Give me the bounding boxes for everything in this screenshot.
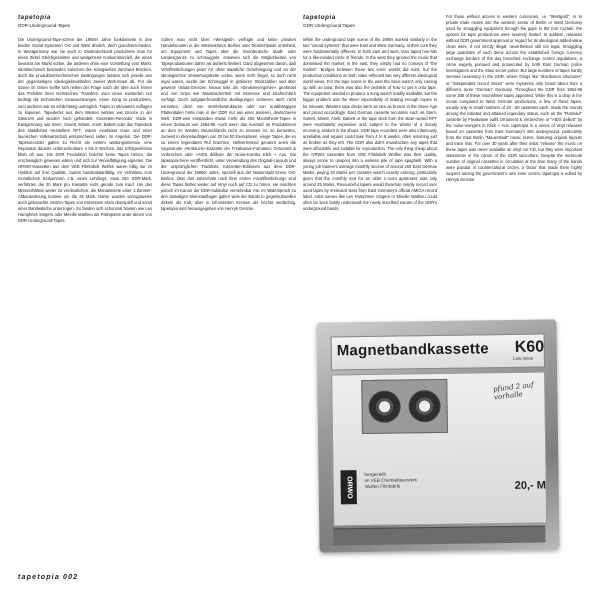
body-text-german-2: Sofern man nicht über »Westgeld« verfügte und keine privaten Handelsrouten in die Westsektoren Berlins oder Deutschlands unterhielt, um Equipment und Tapes über die innerdeutsche Stadt- oder Landesgrenze zu schmuggeln, erwiesen sich die Möglichkeiten von Tapeproduktionen daher als äußerst limitiert. Ganz abgesehen davon, daß Veröffentlichungen jeder Art ohne staatliche Genehmigung und an der ideologischen Verwertungskette vorbei, wenn nicht illegal, so doch nicht legal waren, wurde der Schmuggel in größeren Stückzahlen und über gewisse Valuta-Grenzen hinaus teils als »Devisenvergehen« geahndet und von Kripo wie Staatssicherheit mit Interesse und strafrechtlich verfolgt. Doch aufgaperfreundliche Bedingungen schienen auch nicht vonnöten, denn von Vertriebsstrukturen oder von unabhängigen Plattenläden hörte man in der DDR nur aus einer anderen, deutscheren Welt. DDR-weit entstanden etwas mehr als 200 Moorstheim-Tapes in einem Zeitraum von 1984-89. Auch wenn das Ausmaß an Produktionen an dem im Westen Deutschlands nicht zu messen ist, so kursierten, zumeist in Kleinstauflagen von 20 bis 50 Exemplaren, einige Tapes, die es zu einem legendären Ruf brachten, stellvertretend genannt seien die sogenannte »Rotrauch«-Kassette der Freakwave-Formation Ornament & Verbrechen oder »AIDS delikat« der Noise-Kombo Klick + Aus. Die tapetopia-Serie veröffentlicht, unter Verwendung des Original-Layouts und der ursprünglichen Tracklists, Kassetten-Editionen aus dem DDR-Underground der 1980er Jahre, speziell aus der Mauerstadt-Szene Ost-Berlins. Über drei Jahrzehnte nach ihrer ersten »Veröffentlichung« sind diese Tapes bisher weder auf Vinyl noch auf CD zu hören, sie mischten jedoch im Kanon der DDR-Subkultur vernehmbar mit. Im Widerspruch zu den damaligen Kleinstauflagen galten viele der Bands in gegenkulturellen Zirkeln als Kult, aber in informierten Kreisen als höchst verdächtig. tapetopia wird herausgegeben von Henryk Gericke.	[161, 37, 296, 212]
info-line-1: hergestellt	[364, 471, 386, 478]
brand-title-english: tapetopia	[303, 14, 336, 21]
column-english-2	[446, 14, 582, 183]
brand-title-german: tapetopia	[18, 14, 51, 21]
subtitle-german: DDR-Underground-Tapes	[18, 23, 71, 28]
cassette-window	[361, 379, 448, 434]
subtitle-english: GDR Underground Tapes	[303, 23, 355, 28]
body-text-english-2: For those without access to western currencies, i.e. "Westgeld", or to private trade routes into the western sector of Berlin or West Germany used for smuggling equipment through the gaps in the Iron Curtain, the options for tape productions were severely limited. In addition, releases without GDR government approval or regard for its ideological added-value chain were, if not strictly illegal, nevertheless still not legal. Smuggling large quantities of such items across the established foreign currency exchange borders of the day breached exchange control regulations, a crime eagerly pursued and prosecuted by both East German police investigators and the Stasi secret police. But large numbers of tapes hardly seemed necessary in the GDR, where things like "distribution structures" or "independent record stores" were mysteries only heard about from a different, more "German" Germany. Throughout the GDR from 1984-89 some 200 of these moonshiner tapes appeared. While this is a drop in the ocean compared to West German productions, a few of these tapes, usually only in small numbers of 20 - 50 cassettes each, made the rounds among the initiated and attained legendary status, such as the "Rotmaul" cassette by Freakwave outfit Ornament & Verbrechen or "AIDS delikat" by the noise-mongers in Klick + Aus. tapetopia is a series of vinyl releases based on cassettes from East Germany's 80s underground, particularly from the East Berlin "Mauerstadt" music scene, featuring original layouts and track lists. For over 30 years after their initial "release" the music on these tapes was never available on vinyl nor CD, but they were important statements in the canon of the GDR subculture. Despite the miniscule number of original cassettes in circulation at the time many of the bands were popular in countercultural circles, a factor that made them highly suspect among the government's own inner circles. tapetopia is edited by Henryk Gericke.	[446, 14, 582, 183]
info-line-2: im VEB Chemiefaserwerk	[364, 477, 417, 484]
column-english-1	[303, 14, 437, 212]
cassette-bottom-edge	[333, 526, 545, 546]
body-text-german-1: Die Underground-Tape-Szene der 1980er Jahre funktionierte in den beiden Sozial-Systemen Ost und West ähnlich, doch grundverschieden. In Westgermany war sie auch in Ostdeutschland produzierte man für einen Zirkel Gleichgesinnter und weitgehend nonkommerziell, die einen bewusst am Markt vorbei, die anderen ohne eine Vorstellung vom Markt. Identitechnisch bestanden zwischen den Klangwelten durchaus Brücken, doch die produktionstechnischen Bedingungen lassten sich jeweils aus der gegenseitigen Ideologiekreisläufen zweier Welt-Innen ab. Für die Szene im Osten stellte sich neben der Frage nach der Idee auch immer das Problem ihres technischen Transfers. Zum einen existierten nur bedingt die technischen Voraussetzungen, einen Song zu produzieren, zum anderen war es schlichtweg unmöglich, Tapes in relevanten Auflagen zu kopieren. Tapedecks aus dem Westen wirkten wie Bronze in der Steinzeit und wurden hoch gehandelt. Kassetten-Recorder made in Eastgermany, wie Stern, Sonett, Minett, Anett, Babett oder das Tapedeck des staatlichen Herstellers RFT, waren exorbitant teuer und einer launischen Volkswirtschaft entsprechend selten im Angebot. Die DDR-Tapesrecorder galten zu Recht als extrem wartungsintensiv, eine Reparatur dauerte unberechenbare 4 bis 8 Wochen, das Erfolgserlebnis blieb oft aus. Die DDR Produktion brachte keine Tapes hervor, die erschwinglich gewesen wären und sich zur Vervielfältigung eigneten. Die ORWO-Kassetten aus dem VEB Filmfabrik Wolfen waren billig nur im Hinblick auf ihre Qualität, zudem bandsalatanfällig. Im Verhältnis zum monatlichen Einkommen z.B. eines Lehrlings, etwa 250 DDR-Mark, verführten die 20 Mark pro Kassette nicht gerade zum Kauf. Um das Missverhältnis weiter zu verdeutlichen: die Monatsmiete einer 1-Zimmer-Altbauwohnung kostete um die 25 Mark. Daher wurden vorzugsweise auch gebrauchte AMIGA-Tapes von Interessen Stars überspielt und somit einer Bandwäsche unterzogen. So fanden sich schonmal Namen wie Les Humphries Singers oder Mireille Mathieu als Palimpsest unter denen von DDR-Underground-Tapes.	[18, 37, 152, 224]
cassette-price: 20,- M	[514, 479, 546, 492]
column-german-2	[161, 14, 296, 212]
info-line-3: Wolfen Filmfabrik	[364, 483, 401, 490]
reel-left	[368, 391, 400, 423]
cassette-body	[316, 319, 559, 552]
page-footer: tapetopia 002	[18, 574, 79, 581]
cassette-photo	[300, 306, 582, 561]
cassette-title: Magnetbandkassette	[336, 340, 489, 360]
orwo-logo: ORWO	[340, 470, 356, 504]
reel-right	[408, 390, 440, 422]
body-text-english-1: While the underground tape scene of the 1980s worked similarly in the two "sound systems" that were East and West Germany, at their core they were fundamentally different. In both east and west, fans taped non-hits for a like-minded circle of friends. In the west they ignored the music that dominated the market; in the east, they simply had no concept of "the market". Bridges between these two sonic worlds did exist, but the production conditions on both sides reflected two very different ideological world views. For the tape scene in the east the issue wasn't only coming up with an idea; there was also the problem of how to get it onto tape. The equipment needed to produce a song wasn't readily available, but the bigger problem was the sheer impossibility of making enough copies to be relevant. Western tape decks were as rare as bronze in the Stone Age and priced accordingly. East German cassette recorders such as Stern, Sonett, Minett, Anett, Babett or the tape deck from the state-owned RFT were exorbitantly expensive and, subject to the whims of a moody economy, seldom in the shops. GDR tape recorders were also infamously unreliable and repairs could take from 4 to 8 weeks, often returning just as broken as they left. The GDR also didn't manufacture any tapes that were affordable and suitable for reproduction. The only thing cheap about the ORWO cassettes from VEB Filmfabrik Wolfen was their quality, always prone to unspool into a useless pile of tape spaghetti. With a young job trainee's average monthly income of around 250 East German Marks, paying 20 Marks per cassette wasn't exactly enticing, particularly given that the monthly rent for an older 1-room apartment was only around 25 Marks. Resourceful tapers would therefore simply record over used tapes by irrelevant stars from East Germany's official AMIGA record label. Artist names like Les Humphries Singers or Mireille Mathieu could often be seen faintly underneath the newly inscribed names of the GDR's underground bands.	[303, 37, 437, 212]
cassette-manufacturer-info	[364, 471, 417, 490]
handwritten-note: pfund 2 auf vorhalle	[492, 380, 535, 402]
cassette-model: K60	[514, 338, 545, 356]
cassette-model-sub: Low noise	[512, 355, 534, 361]
column-german-1	[18, 14, 152, 224]
